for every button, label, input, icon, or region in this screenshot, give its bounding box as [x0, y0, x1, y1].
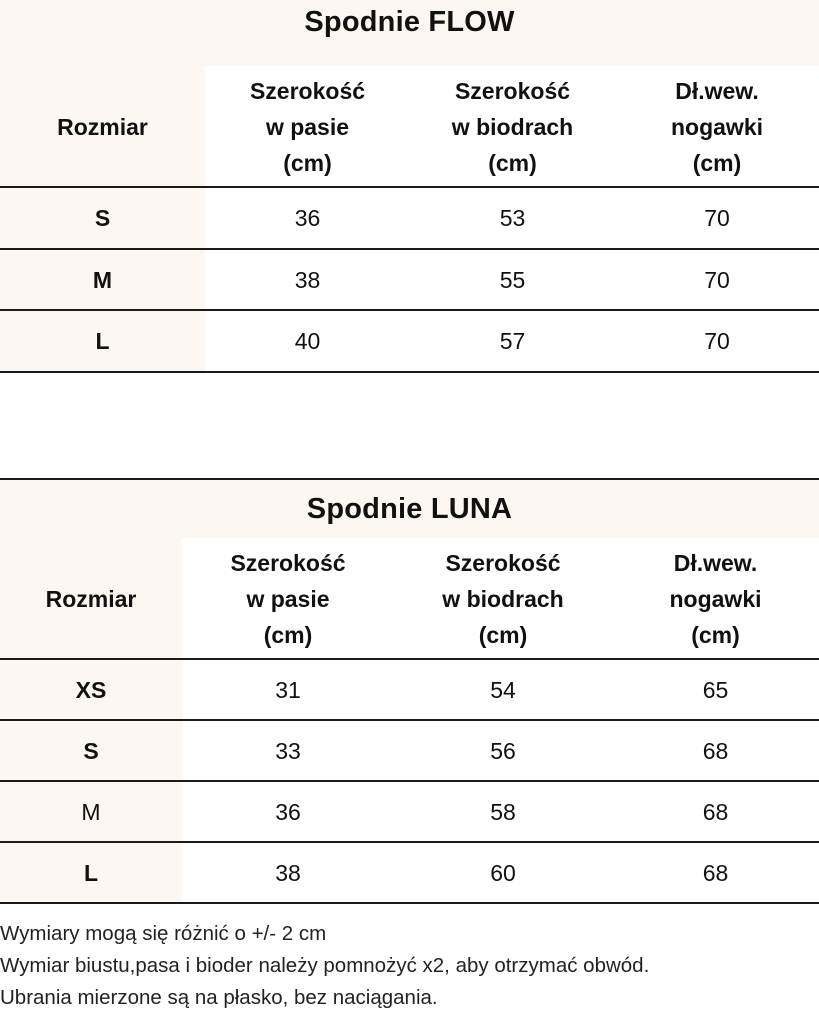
flow-row-size: S [94, 205, 111, 231]
flow-row-inseam: 70 [704, 266, 730, 293]
flow-row-waist: 38 [294, 266, 321, 293]
luna-size-table [0, 478, 819, 904]
flow-size-table [0, 0, 819, 374]
luna-row-inseam: 65 [702, 676, 729, 703]
luna-row-waist: 33 [275, 737, 301, 764]
note-flat-measure: Ubrania mierzone są na płasko, bez naciągania. [0, 986, 438, 1009]
luna-row-inseam: 68 [702, 798, 729, 825]
luna-header-size: Rozmiar [45, 586, 137, 612]
flow-row-hips: 53 [499, 205, 526, 231]
flow-table-title: Spodnie FLOW [304, 6, 515, 38]
luna-row-hips: 58 [490, 798, 516, 825]
luna-row-hips: 60 [490, 859, 516, 886]
luna-row-waist: 36 [275, 798, 301, 825]
flow-row-hips: 55 [499, 266, 526, 293]
luna-row-size: XS [75, 676, 107, 703]
luna-row-hips: 54 [490, 676, 516, 703]
luna-row-hips: 56 [490, 737, 516, 764]
flow-header-hips: Szerokość w biodrach (cm) [451, 78, 574, 176]
flow-row-waist: 40 [294, 328, 321, 354]
luna-row-waist: 31 [275, 676, 301, 703]
flow-row-hips: 57 [499, 328, 526, 354]
flow-row-size: M [92, 266, 113, 293]
luna-row-size: M [81, 798, 101, 825]
flow-table-bottom-rule [0, 371, 819, 373]
luna-header-waist: Szerokość w pasie (cm) [230, 550, 346, 648]
note-tolerance: Wymiary mogą się różnić o +/- 2 cm [0, 922, 327, 945]
flow-row-inseam: 70 [704, 205, 730, 231]
luna-table-title: Spodnie LUNA [306, 493, 513, 525]
luna-row-inseam: 68 [702, 737, 729, 764]
flow-row-inseam: 70 [704, 328, 730, 354]
note-circumference: Wymiar biustu,pasa i bioder należy pomnożyć x2, aby otrzymać obwód. [0, 954, 650, 977]
flow-row-size: L [95, 328, 110, 354]
flow-row-waist: 36 [294, 205, 321, 231]
luna-row-size: L [83, 859, 99, 886]
luna-row-waist: 38 [275, 859, 301, 886]
measurement-notes [0, 918, 819, 1014]
luna-table-bottom-rule [0, 902, 819, 904]
luna-row-inseam: 68 [702, 859, 729, 886]
flow-header-size: Rozmiar [57, 114, 148, 140]
flow-header-waist: Szerokość w pasie (cm) [249, 78, 366, 176]
luna-header-inseam: Dł.wew. nogawki (cm) [669, 550, 762, 648]
luna-row-size: S [83, 737, 99, 764]
luna-header-hips: Szerokość w biodrach (cm) [442, 550, 564, 648]
flow-header-inseam: Dł.wew. nogawki (cm) [670, 78, 763, 176]
